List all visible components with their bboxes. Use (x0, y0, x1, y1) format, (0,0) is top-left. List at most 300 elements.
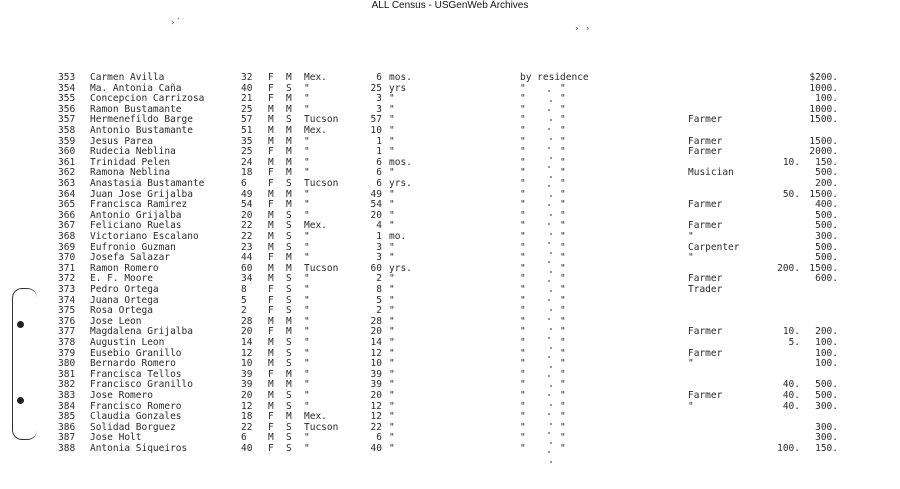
table-row (0, 167, 900, 178)
birthplace: " (304, 347, 310, 359)
residence-duration: 22 (370, 421, 382, 433)
age: 22 (241, 220, 253, 232)
value-real: 500. (815, 379, 838, 391)
scan-speck (550, 176, 552, 178)
value-real: 100. (815, 347, 838, 359)
line-number: 356 (58, 103, 76, 115)
occupation: Musician (688, 167, 734, 179)
marital-status: M (286, 125, 292, 136)
scan-speck (548, 432, 550, 434)
age: 20 (241, 209, 253, 221)
marital-status: S (286, 294, 292, 306)
residence-duration: 14 (370, 337, 382, 348)
residence-duration: 6 (376, 432, 382, 444)
person-name: Ramona Neblina (90, 167, 171, 179)
line-number: 371 (58, 262, 76, 274)
person-name: Antonio Grijalba (90, 209, 182, 221)
residence-note-2: " (560, 103, 566, 115)
duration-unit: " (389, 368, 395, 380)
residence-note: " (520, 273, 526, 285)
residence-note: " (520, 400, 526, 412)
value-real: 300. (815, 400, 838, 412)
line-number: 368 (58, 231, 76, 242)
scan-speck (548, 166, 550, 168)
sex: M (268, 125, 274, 136)
value-real: 300. (815, 231, 838, 242)
age: 25 (241, 103, 253, 115)
person-name: Victoriano Escalano (90, 231, 199, 242)
age: 6 (241, 178, 247, 189)
marital-status: S (286, 273, 292, 285)
birthplace: " (304, 305, 310, 317)
residence-note-2: " (560, 146, 566, 158)
person-name: Claudia Gonzales (90, 411, 182, 423)
scan-speck (548, 204, 550, 206)
value-personal: 40. (782, 390, 800, 401)
table-row (0, 379, 900, 390)
sex: M (268, 103, 274, 115)
value-real: 1500. (809, 188, 838, 200)
residence-note-2: " (560, 379, 566, 391)
line-number: 374 (58, 294, 76, 306)
residence-note-2: " (560, 347, 566, 359)
residence-note-2: " (560, 358, 566, 370)
sex: M (268, 156, 274, 168)
line-number: 359 (58, 135, 76, 147)
sex: F (268, 93, 274, 105)
age: 39 (241, 368, 253, 380)
table-row (0, 411, 900, 422)
residence-note: " (520, 421, 526, 433)
age: 8 (241, 284, 247, 295)
value-real: 500. (815, 390, 838, 401)
sex: M (268, 400, 274, 412)
age: 23 (241, 241, 253, 253)
person-name: Concepcion Carrizosa (90, 93, 205, 105)
scan-speck (550, 404, 552, 406)
residence-note: " (520, 379, 526, 391)
residence-note-2: " (560, 82, 566, 94)
age: 54 (241, 199, 253, 211)
value-real: 500. (815, 209, 838, 221)
duration-unit: " (389, 167, 395, 179)
age: 24 (241, 156, 253, 168)
duration-unit: " (389, 284, 395, 295)
person-name: Francisca Ramirez (90, 199, 188, 211)
table-row (0, 125, 900, 136)
occupation: Farmer (688, 199, 723, 211)
residence-note-2: " (560, 273, 566, 285)
residence-duration: 6 (376, 72, 382, 83)
person-name: Pedro Ortega (90, 284, 159, 295)
duration-unit: " (389, 411, 395, 423)
occupation: " (688, 252, 694, 264)
duration-unit: " (389, 294, 395, 306)
person-name: Trinidad Pelen (90, 156, 171, 168)
scan-speck (550, 271, 552, 273)
duration-unit: yrs. (389, 262, 412, 274)
residence-duration: 40 (370, 443, 382, 454)
line-number: 360 (58, 146, 76, 158)
age: 6 (241, 432, 247, 444)
marital-status: M (286, 199, 292, 211)
table-row (0, 369, 900, 380)
person-name: Jose Leon (90, 315, 142, 327)
duration-unit: " (389, 125, 395, 136)
marital-status: S (286, 432, 292, 444)
sex: M (268, 337, 274, 348)
occupation: Farmer (688, 146, 723, 158)
line-number: 372 (58, 273, 76, 285)
residence-note: " (520, 82, 526, 94)
residence-note: " (520, 135, 526, 147)
residence-duration: 10 (370, 125, 382, 136)
value-real: 150. (815, 443, 838, 454)
residence-note-2: " (560, 337, 566, 348)
scan-speck (550, 290, 552, 292)
scan-speck (550, 233, 552, 235)
marital-status: S (286, 82, 292, 94)
age: 60 (241, 262, 253, 274)
duration-unit: yrs (389, 82, 407, 94)
residence-note: " (520, 199, 526, 211)
sex: M (268, 241, 274, 253)
residence-duration: 3 (376, 93, 382, 105)
scan-speck (548, 375, 550, 377)
table-row (0, 305, 900, 316)
line-number: 386 (58, 421, 76, 433)
residence-note-2: " (560, 262, 566, 274)
sex: M (268, 273, 274, 285)
marital-status: S (286, 421, 292, 433)
sex: F (268, 72, 274, 83)
residence-note: " (520, 294, 526, 306)
sex: F (268, 284, 274, 295)
residence-duration: 49 (370, 188, 382, 200)
residence-note: " (520, 326, 526, 338)
birthplace: " (304, 93, 310, 105)
residence-duration: 4 (376, 220, 382, 232)
line-number: 381 (58, 368, 76, 380)
scan-speck (550, 138, 552, 140)
residence-note: " (520, 368, 526, 380)
scan-speck (548, 280, 550, 282)
sex: M (268, 315, 274, 327)
marital-status: M (286, 93, 292, 105)
value-personal: 100. (777, 443, 800, 454)
birthplace: " (304, 432, 310, 444)
residence-note: " (520, 231, 526, 242)
person-name: Ramon Bustamante (90, 103, 182, 115)
marital-status: S (286, 305, 292, 317)
residence-note-2: " (560, 156, 566, 168)
table-row (0, 295, 900, 306)
sex: M (268, 432, 274, 444)
sex: M (268, 262, 274, 274)
age: 14 (241, 337, 253, 348)
residence-note: " (520, 167, 526, 179)
occupation: Farmer (688, 390, 723, 401)
duration-unit: yrs. (389, 178, 412, 189)
birthplace: " (304, 252, 310, 264)
marital-status: M (286, 146, 292, 158)
residence-note-2: " (560, 209, 566, 221)
birthplace: " (304, 103, 310, 115)
residence-note: " (520, 156, 526, 168)
person-name: Juana Ortega (90, 294, 159, 306)
line-number: 384 (58, 400, 76, 412)
birthplace: " (304, 199, 310, 211)
duration-unit: " (389, 135, 395, 147)
sex: M (268, 379, 274, 391)
residence-note: " (520, 411, 526, 423)
age: 25 (241, 146, 253, 158)
line-number: 358 (58, 125, 76, 136)
birthplace: Mex. (304, 220, 327, 232)
value-real: 100. (815, 337, 838, 348)
scan-speck (550, 461, 552, 463)
scan-speck (550, 214, 552, 216)
table-row (0, 358, 900, 369)
birthplace: " (304, 209, 310, 221)
page-header: ALL Census - USGenWeb Archives (371, 0, 529, 11)
table-row (0, 252, 900, 263)
residence-note-2: " (560, 178, 566, 189)
table-row (0, 337, 900, 348)
age: 39 (241, 379, 253, 391)
sex: F (268, 421, 274, 433)
residence-note: " (520, 209, 526, 221)
occupation: " (688, 358, 694, 370)
age: 49 (241, 188, 253, 200)
duration-unit: " (389, 209, 395, 221)
marital-status: S (286, 358, 292, 370)
residence-duration: 3 (376, 252, 382, 264)
value-real: 300. (815, 421, 838, 433)
duration-unit: " (389, 305, 395, 317)
residence-note-2: " (560, 199, 566, 211)
sex: M (268, 188, 274, 200)
duration-unit: " (389, 379, 395, 391)
birthplace: " (304, 231, 310, 242)
line-number: 375 (58, 305, 76, 317)
table-row (0, 231, 900, 242)
residence-note-2: " (560, 167, 566, 179)
person-name: Francisco Romero (90, 400, 182, 412)
pencil-mark-left: ›´ (170, 18, 181, 28)
birthplace: " (304, 368, 310, 380)
table-row (0, 242, 900, 253)
residence-duration: 1 (376, 135, 382, 147)
marital-status: S (286, 241, 292, 253)
sex: M (268, 220, 274, 232)
value-real: 200. (815, 178, 838, 189)
birthplace: " (304, 82, 310, 94)
scan-speck (550, 157, 552, 159)
person-name: Juan Jose Grijalba (90, 188, 193, 200)
person-name: Eusebio Granillo (90, 347, 182, 359)
table-row (0, 348, 900, 359)
duration-unit: " (389, 199, 395, 211)
scan-speck (548, 109, 550, 111)
residence-duration: 8 (376, 284, 382, 295)
sex: M (268, 231, 274, 242)
residence-duration: 6 (376, 167, 382, 179)
value-real: 500. (815, 252, 838, 264)
table-row (0, 157, 900, 168)
duration-unit: " (389, 432, 395, 444)
residence-note: " (520, 284, 526, 295)
residence-note-2: " (560, 241, 566, 253)
pencil-mark-mid: › › (574, 24, 591, 34)
residence-note-2: " (560, 252, 566, 264)
residence-note-2: " (560, 93, 566, 105)
person-name: E. F. Moore (90, 273, 153, 285)
age: 22 (241, 421, 253, 433)
person-name: Anastasia Bustamante (90, 178, 205, 189)
scan-speck (548, 299, 550, 301)
line-number: 354 (58, 82, 76, 94)
residence-note: " (520, 337, 526, 348)
residence-note-2: " (560, 315, 566, 327)
occupation: Farmer (688, 326, 723, 338)
age: 34 (241, 273, 253, 285)
person-name: Antonio Bustamante (90, 125, 193, 136)
value-real: 150. (815, 156, 838, 168)
line-number: 364 (58, 188, 76, 200)
value-personal: 200. (777, 262, 800, 274)
residence-note-2: " (560, 443, 566, 454)
table-row (0, 422, 900, 433)
person-name: Francisco Granillo (90, 379, 193, 391)
residence-duration: 57 (370, 114, 382, 126)
table-row (0, 189, 900, 200)
marital-status: M (286, 411, 292, 423)
table-row (0, 210, 900, 221)
occupation: Farmer (688, 114, 723, 126)
age: 28 (241, 315, 253, 327)
person-name: Rudecia Neblina (90, 146, 176, 158)
age: 2 (241, 305, 247, 317)
duration-unit: " (389, 400, 395, 412)
value-personal: 40. (782, 400, 800, 412)
residence-note-2: " (560, 284, 566, 295)
residence-note-2: " (560, 390, 566, 401)
residence-note-2: " (560, 421, 566, 433)
age: 10 (241, 358, 253, 370)
value-real: 2000. (809, 146, 838, 158)
person-name: Bernardo Romero (90, 358, 176, 370)
person-name: Jose Holt (90, 432, 142, 444)
birthplace: " (304, 273, 310, 285)
occupation: Trader (688, 284, 723, 295)
sex: F (268, 146, 274, 158)
scan-speck (550, 252, 552, 254)
sex: M (268, 114, 274, 126)
residence-duration: 28 (370, 315, 382, 327)
residence-note-2: " (560, 231, 566, 242)
line-number: 357 (58, 114, 76, 126)
line-number: 388 (58, 443, 76, 454)
residence-note: " (520, 93, 526, 105)
duration-unit: mos. (389, 72, 412, 83)
birthplace: " (304, 443, 310, 454)
occupation: " (688, 400, 694, 412)
marital-status: S (286, 337, 292, 348)
marital-status: S (286, 114, 292, 126)
sex: F (268, 368, 274, 380)
age: 18 (241, 411, 253, 423)
residence-note-2: " (560, 305, 566, 317)
birthplace: " (304, 284, 310, 295)
birthplace: " (304, 167, 310, 179)
sex: F (268, 178, 274, 189)
marital-status: S (286, 231, 292, 242)
residence-duration: 1 (376, 146, 382, 158)
scan-speck (548, 356, 550, 358)
marital-status: M (286, 368, 292, 380)
person-name: Rosa Ortega (90, 305, 153, 317)
duration-unit: " (389, 220, 395, 232)
scan-speck (550, 119, 552, 121)
scan-speck (548, 394, 550, 396)
value-real: 600. (815, 273, 838, 285)
residence-duration: 6 (376, 178, 382, 189)
birthplace: " (304, 315, 310, 327)
line-number: 353 (58, 72, 76, 83)
line-number: 363 (58, 178, 76, 189)
person-name: Magdalena Grijalba (90, 326, 193, 338)
birthplace: Mex. (304, 125, 327, 136)
residence-note: " (520, 220, 526, 232)
residence-duration: 2 (376, 273, 382, 285)
line-number: 387 (58, 432, 76, 444)
age: 12 (241, 347, 253, 359)
scan-speck (548, 147, 550, 149)
person-name: Francisca Tellos (90, 368, 182, 380)
duration-unit: " (389, 273, 395, 285)
residence-duration: 54 (370, 199, 382, 211)
person-name: Antonia Siqueiros (90, 443, 188, 454)
birthplace: " (304, 358, 310, 370)
value-personal: 5. (788, 337, 800, 348)
person-name: Eufronio Guzman (90, 241, 176, 253)
duration-unit: " (389, 315, 395, 327)
scan-speck (550, 385, 552, 387)
value-real: 1500. (809, 135, 838, 147)
duration-unit: mos. (389, 156, 412, 168)
duration-unit: " (389, 390, 395, 401)
value-real: 400. (815, 199, 838, 211)
residence-duration: 25 (370, 82, 382, 94)
scan-speck (548, 337, 550, 339)
age: 44 (241, 252, 253, 264)
age: 40 (241, 82, 253, 94)
residence-note: " (520, 262, 526, 274)
residence-duration: 6 (376, 156, 382, 168)
table-row (0, 104, 900, 115)
residence-note: " (520, 178, 526, 189)
duration-unit: " (389, 93, 395, 105)
residence-duration: 39 (370, 379, 382, 391)
birthplace: " (304, 241, 310, 253)
line-number: 355 (58, 93, 76, 105)
sex: F (268, 326, 274, 338)
marital-status: M (286, 103, 292, 115)
scan-speck (550, 423, 552, 425)
line-number: 370 (58, 252, 76, 264)
marital-status: S (286, 178, 292, 189)
